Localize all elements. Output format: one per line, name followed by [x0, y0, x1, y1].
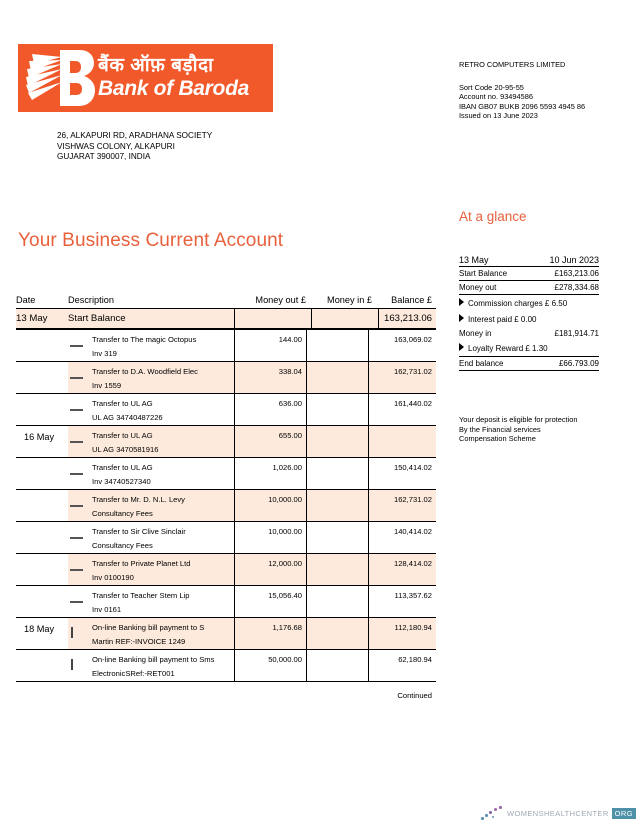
row-money-in-value	[307, 621, 364, 634]
row-description-reference: Inv 0161	[92, 605, 122, 614]
monitor-icon	[68, 618, 90, 649]
row-balance-value: 162,731.02	[393, 495, 432, 504]
row-money-out-value: 655.00	[278, 431, 302, 440]
iban: IBAN GB07 BUKB 2096 5593 4945 86	[459, 101, 586, 111]
row-description-reference: Inv 0100190	[92, 573, 134, 582]
dash-marker-icon	[68, 586, 90, 617]
row-balance	[368, 458, 436, 489]
site-watermark	[481, 805, 636, 821]
row-balance	[368, 554, 436, 585]
row-money-out	[234, 618, 306, 649]
expand-triangle-icon[interactable]	[459, 298, 464, 306]
row-description-reference: Consultancy Fees	[92, 509, 153, 518]
dash-marker-icon	[68, 362, 90, 393]
row-description-reference: UL AG 3470581916	[92, 445, 159, 454]
bank-logo-wordmark	[96, 56, 273, 100]
continued-row	[16, 681, 436, 704]
table-row[interactable]	[16, 489, 436, 521]
row-description-reference: Martin REF:-INVOICE 1249	[92, 637, 186, 646]
table-row[interactable]	[16, 425, 436, 457]
customer-name: RETRO COMPUTERS LIMITED	[459, 60, 566, 69]
glance-label: Commission charges £ 6.50	[468, 299, 568, 308]
glance-row-loyalty-reward[interactable]	[459, 340, 599, 357]
row-money-in-value	[307, 397, 364, 410]
row-money-out-value: 10,000.00	[268, 495, 302, 504]
row-date: 16 May	[24, 432, 55, 442]
monitor-icon	[68, 650, 90, 681]
dash-marker-icon	[68, 458, 90, 489]
dash-marker-icon	[68, 490, 90, 521]
row-money-out	[234, 586, 306, 617]
row-money-in-value	[307, 557, 364, 570]
glance-label: Interest paid £ 0.00	[468, 315, 537, 324]
branch-address	[57, 131, 212, 163]
row-money-out-value: 338.04	[278, 367, 302, 376]
glance-row-end-balance	[459, 357, 599, 371]
row-description	[90, 458, 234, 489]
row-description-primary: Transfer to UL AG	[92, 399, 153, 408]
glance-value: £163,213.06	[554, 269, 599, 278]
account-number: Account no. 93494586	[459, 92, 533, 102]
row-money-in-value	[307, 525, 364, 538]
table-row[interactable]	[16, 585, 436, 617]
row-money-in	[306, 330, 368, 361]
transactions-table	[16, 295, 436, 704]
branch-address-line-1: 26, ALKAPURI RD, ARADHANA SOCIETY	[57, 131, 213, 140]
dash-marker-icon	[68, 394, 90, 425]
row-description-reference: Inv 34740527340	[92, 477, 151, 486]
row-balance	[368, 362, 436, 393]
table-row[interactable]	[16, 617, 436, 649]
glance-value: £278,334.68	[554, 283, 599, 292]
row-balance	[368, 522, 436, 553]
start-balance-label: Start Balance	[68, 309, 234, 328]
glance-value: £181,914.71	[554, 329, 599, 338]
row-money-out	[234, 330, 306, 361]
column-header-description: Description	[68, 295, 114, 305]
account-details-block	[459, 60, 585, 121]
column-header-balance: Balance £	[391, 295, 432, 305]
bank-name-hindi: बैंक ऑफ़ बड़ौदा	[98, 55, 214, 76]
row-date	[16, 554, 68, 585]
row-money-out-value: 50,000.00	[268, 655, 302, 664]
at-a-glance-panel	[459, 253, 599, 371]
page-title: Your Business Current Account	[18, 230, 284, 251]
row-balance	[368, 490, 436, 521]
table-row[interactable]	[16, 521, 436, 553]
row-date	[16, 394, 68, 425]
row-money-out-value: 144.00	[278, 335, 302, 344]
row-description	[90, 618, 234, 649]
deposit-note-line-1: Your deposit is eligible for protection	[459, 415, 578, 424]
at-a-glance-heading: At a glance	[459, 209, 527, 224]
row-description-primary: Transfer to The magic Octopus	[92, 335, 197, 344]
row-money-out-value: 636.00	[278, 399, 302, 408]
sort-code: Sort Code 20-95-55	[459, 82, 524, 92]
table-row[interactable]	[16, 649, 436, 681]
glance-row-start-balance	[459, 267, 599, 281]
table-row[interactable]	[16, 361, 436, 393]
row-balance	[368, 586, 436, 617]
row-balance-value	[369, 429, 432, 442]
row-date	[16, 522, 68, 553]
row-description	[90, 554, 234, 585]
row-money-out	[234, 362, 306, 393]
row-description	[90, 490, 234, 521]
row-description-primary: Transfer to UL AG	[92, 463, 153, 472]
glance-label: Money in	[459, 329, 492, 338]
table-row[interactable]	[16, 457, 436, 489]
start-balance-row	[16, 308, 436, 329]
row-balance	[368, 426, 436, 457]
row-balance-value: 62,180.94	[398, 655, 432, 664]
row-money-in	[306, 522, 368, 553]
row-balance-value: 161,440.02	[393, 399, 432, 408]
row-money-out	[234, 490, 306, 521]
branch-address-line-2: VISHWAS COLONY, ALKAPURI	[57, 141, 175, 151]
row-date	[16, 650, 68, 681]
glance-row-commission-charges[interactable]	[459, 295, 599, 311]
branch-address-line-3: GUJARAT 390007, INDIA	[57, 152, 151, 161]
dash-marker-icon	[68, 426, 90, 457]
glance-label: End balance	[459, 359, 504, 368]
row-balance	[368, 394, 436, 425]
row-balance-value: 128,414.02	[393, 559, 432, 568]
row-balance	[368, 330, 436, 361]
row-money-in	[306, 394, 368, 425]
row-description-primary: Transfer to Private Planet Ltd	[92, 559, 191, 568]
row-description-primary: On-line Banking bill payment to Sms	[92, 655, 215, 664]
start-balance-date: 13 May	[16, 309, 68, 328]
dash-marker-icon	[68, 554, 90, 585]
row-balance-value: 162,731.02	[393, 367, 432, 376]
row-date	[16, 586, 68, 617]
row-description	[90, 394, 234, 425]
row-description-reference: Inv 319	[92, 349, 117, 358]
deposit-protection-note	[459, 415, 577, 444]
row-money-in	[306, 618, 368, 649]
row-money-out-value: 1,176.68	[272, 623, 302, 632]
row-balance-value: 163,069.02	[393, 335, 432, 344]
row-money-in	[306, 554, 368, 585]
row-money-in-value	[307, 461, 364, 474]
row-balance-value: 150,414.02	[393, 463, 432, 472]
row-balance-value: 113,357.62	[394, 591, 432, 600]
row-money-out	[234, 394, 306, 425]
deposit-note-line-3: Compensation Scheme	[459, 434, 536, 444]
row-description	[90, 586, 234, 617]
row-date	[16, 362, 68, 393]
row-money-in	[306, 458, 368, 489]
start-balance-money-out	[234, 309, 311, 328]
row-money-out	[234, 458, 306, 489]
row-date	[16, 490, 68, 521]
bank-name-english: Bank of Baroda	[98, 76, 249, 100]
row-money-in-value	[307, 653, 364, 666]
glance-row-interest-paid[interactable]	[459, 311, 599, 327]
table-row[interactable]	[16, 329, 436, 361]
row-balance-value: 112,180.94	[394, 623, 432, 632]
column-header-money-out: Money out £	[255, 295, 306, 305]
row-money-in	[306, 362, 368, 393]
row-money-in	[306, 586, 368, 617]
expand-triangle-icon[interactable]	[459, 343, 464, 351]
continued-label: Continued	[397, 691, 432, 700]
row-description-primary: On-line Banking bill payment to S	[92, 623, 205, 632]
column-header-date: Date	[16, 295, 36, 305]
row-money-out-value: 10,000.00	[268, 527, 302, 536]
row-money-in-value	[307, 365, 364, 378]
row-date: 18 May	[24, 624, 55, 634]
glance-period-row	[459, 253, 599, 267]
row-description	[90, 330, 234, 361]
baroda-b-mark-icon	[18, 44, 96, 112]
glance-value: £66.793.09	[558, 359, 599, 368]
row-description	[90, 362, 234, 393]
row-money-out	[234, 554, 306, 585]
row-description-primary: Transfer to Mr. D. N.L. Levy	[92, 495, 185, 504]
watermark-dots-icon	[481, 805, 507, 821]
row-money-out	[234, 522, 306, 553]
table-header-row	[16, 295, 436, 308]
glance-label: Money out	[459, 283, 497, 292]
row-date	[16, 458, 68, 489]
row-balance	[368, 618, 436, 649]
row-description-reference: Inv 1559	[92, 381, 122, 390]
row-money-out-value: 12,000.00	[268, 559, 302, 568]
row-description-reference: UL AG 34740487226	[92, 413, 163, 422]
glance-period-end: 10 Jun 2023	[549, 255, 599, 265]
row-money-out-value: 1,026.00	[272, 463, 302, 472]
row-description	[90, 426, 234, 457]
row-description-primary: Transfer to UL AG	[92, 431, 153, 440]
table-row[interactable]	[16, 553, 436, 585]
dash-marker-icon	[68, 522, 90, 553]
row-description-primary: Transfer to Sir Clive Sinclair	[92, 527, 186, 536]
row-description-primary: Transfer to Teacher Stem Lip	[92, 591, 190, 600]
row-money-out	[234, 426, 306, 457]
row-money-in-value	[307, 589, 364, 602]
row-money-in-value	[307, 333, 364, 346]
table-row[interactable]	[16, 393, 436, 425]
glance-label: Loyalty Reward £ 1.30	[468, 344, 548, 353]
row-money-in	[306, 426, 368, 457]
row-description	[90, 522, 234, 553]
glance-period-start: 13 May	[459, 255, 489, 265]
row-money-in	[306, 650, 368, 681]
row-description-reference: Consultancy Fees	[92, 541, 153, 550]
bank-logo	[18, 44, 273, 112]
start-balance-money-in	[311, 309, 378, 328]
column-header-money-in: Money in £	[327, 295, 372, 305]
row-balance-value: 140,414.02	[393, 527, 432, 536]
dash-marker-icon	[68, 330, 90, 361]
expand-triangle-icon[interactable]	[459, 314, 464, 322]
row-description	[90, 650, 234, 681]
issued-on-date: Issued on 13 June 2023	[459, 111, 538, 121]
row-money-in	[306, 490, 368, 521]
row-money-in-value	[307, 429, 364, 442]
row-description-primary: Transfer to D.A. Woodfield Elec	[92, 367, 198, 376]
row-money-out	[234, 650, 306, 681]
row-money-out-value: 15,056.40	[268, 591, 302, 600]
deposit-note-line-2: By the Financial services	[459, 424, 541, 434]
start-balance-amount: 163,213.06	[378, 309, 436, 328]
row-date	[16, 330, 68, 361]
row-balance	[368, 650, 436, 681]
glance-label: Start Balance	[459, 269, 508, 278]
row-description-reference: ElectronicSRef:-RET001	[92, 669, 175, 678]
row-money-in-value	[307, 493, 364, 506]
watermark-org-badge: ORG	[612, 808, 636, 819]
glance-row-money-out	[459, 281, 599, 295]
watermark-text: WOMENSHEALTHCENTER	[507, 808, 609, 818]
glance-row-money-in	[459, 327, 599, 340]
